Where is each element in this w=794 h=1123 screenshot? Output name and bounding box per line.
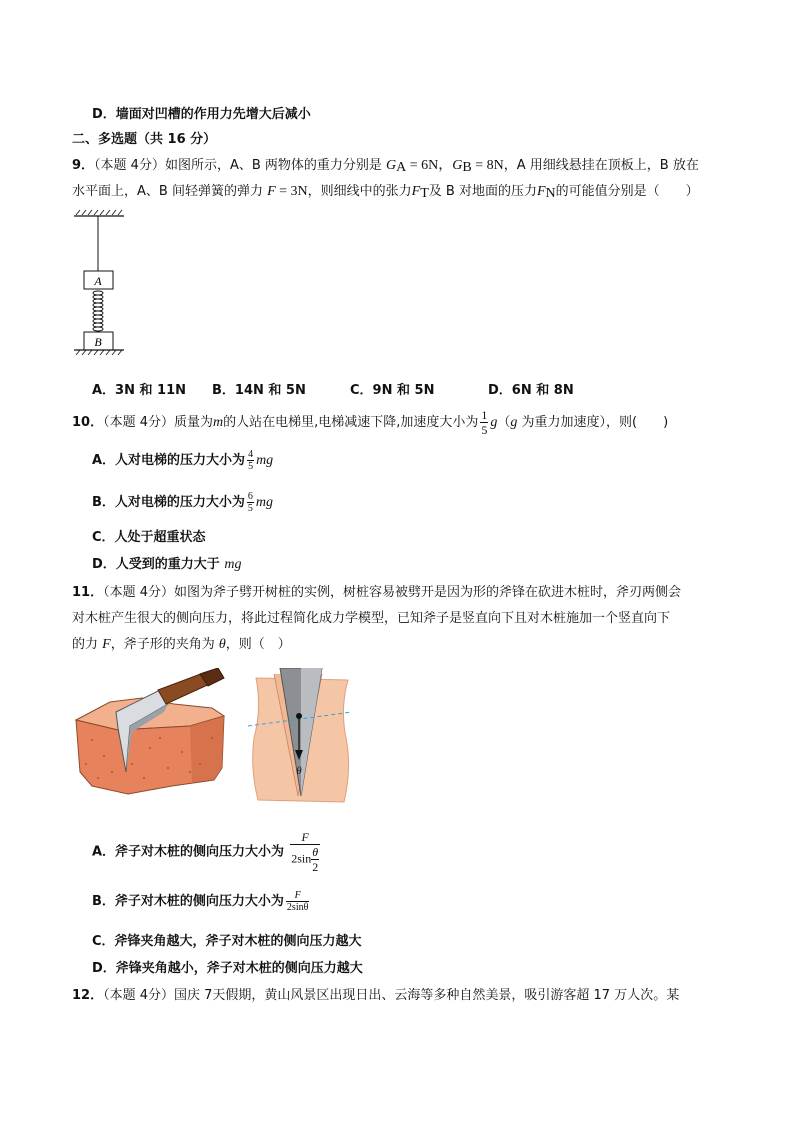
q10-option-b[interactable]: B．人对电梯的压力大小为 $\frac{6}{5}$ mg [92, 491, 274, 514]
q11-option-d[interactable]: D．斧锋夹角越小，斧子对木桩的侧向压力越大 [92, 961, 363, 976]
q12-line1: 12．（本题 4分）国庆 7天假期，黄山风景区出现日出、云海等多种自然美景，吸引游客超 17 万人次。某 [72, 988, 680, 1003]
q9-line2: 水平面上，A、B 间轻弹簧的弹力 F = 3N，则细线中的张力$F_T$及 B 对地面的压力$F_N$的可能值分别是（ ） [72, 184, 699, 201]
q8-option-d: D．墙面对凹槽的作用力先增大后减小 [92, 107, 311, 122]
q10-option-a[interactable]: A．人对电梯的压力大小为 $\frac{4}{5}$ mg [92, 449, 274, 472]
q10-accel-fraction: $\frac{1}{5}$ [481, 408, 488, 437]
q9-line1: 9．（本题 4分）如图所示，A、B 两物体的重力分别是 $G_A = 6N$，$G_B = 8N$，A 用细线悬挂在顶板上，B 放在 [72, 158, 699, 175]
q11-line3: 的力 F，斧子形的夹角为 θ，则（ ） [72, 637, 291, 652]
q9-option-d[interactable]: D．6N 和 8N [488, 383, 574, 398]
section-multiple-choice-title: 二、多选题（共 16 分） [72, 132, 217, 147]
block-b-label: B [94, 335, 102, 349]
q10-line1: 10．（本题 4分）质量为m的人站在电梯里,电梯减速下降,加速度大小为 $\frac{1}{5}$ g（g 为重力加速度），则( ) [72, 408, 669, 437]
theta-angle-label: θ [296, 765, 302, 777]
q10-option-d[interactable]: D．人受到的重力大于 mg [92, 557, 242, 572]
q9-option-b[interactable]: B．14N 和 5N [212, 383, 306, 398]
q9-option-c[interactable]: C．9N 和 5N [350, 383, 435, 398]
q9-spring-figure [70, 208, 130, 358]
wedge-force-diagram [248, 668, 356, 806]
axe-in-stump-illustration [72, 668, 232, 808]
q9-option-a[interactable]: A．3N 和 11N [92, 383, 187, 398]
q11-option-c[interactable]: C．斧锋夹角越大，斧子对木桩的侧向压力越大 [92, 934, 362, 949]
q11-line2: 对木桩产生很大的侧向压力，将此过程简化成力学模型，已知斧子是竖直向下且对木桩施加一个竖直向下 [72, 611, 671, 626]
q11-line1: 11．（本题 4分）如图为斧子劈开树桩的实例，树桩容易被劈开是因为形的斧锋在砍进木桩时，斧刃两侧会 [72, 585, 682, 600]
block-a-label: A [94, 274, 102, 288]
q10-option-c[interactable]: C．人处于超重状态 [92, 530, 206, 545]
q11-option-a[interactable]: A．斧子对木桩的侧向压力大小为 F 2sin $\frac{\theta}{2}$ [92, 830, 319, 874]
q11-option-b[interactable]: B．斧子对木桩的侧向压力大小为 $\frac{F}{2\sin\theta}$ [92, 890, 309, 913]
